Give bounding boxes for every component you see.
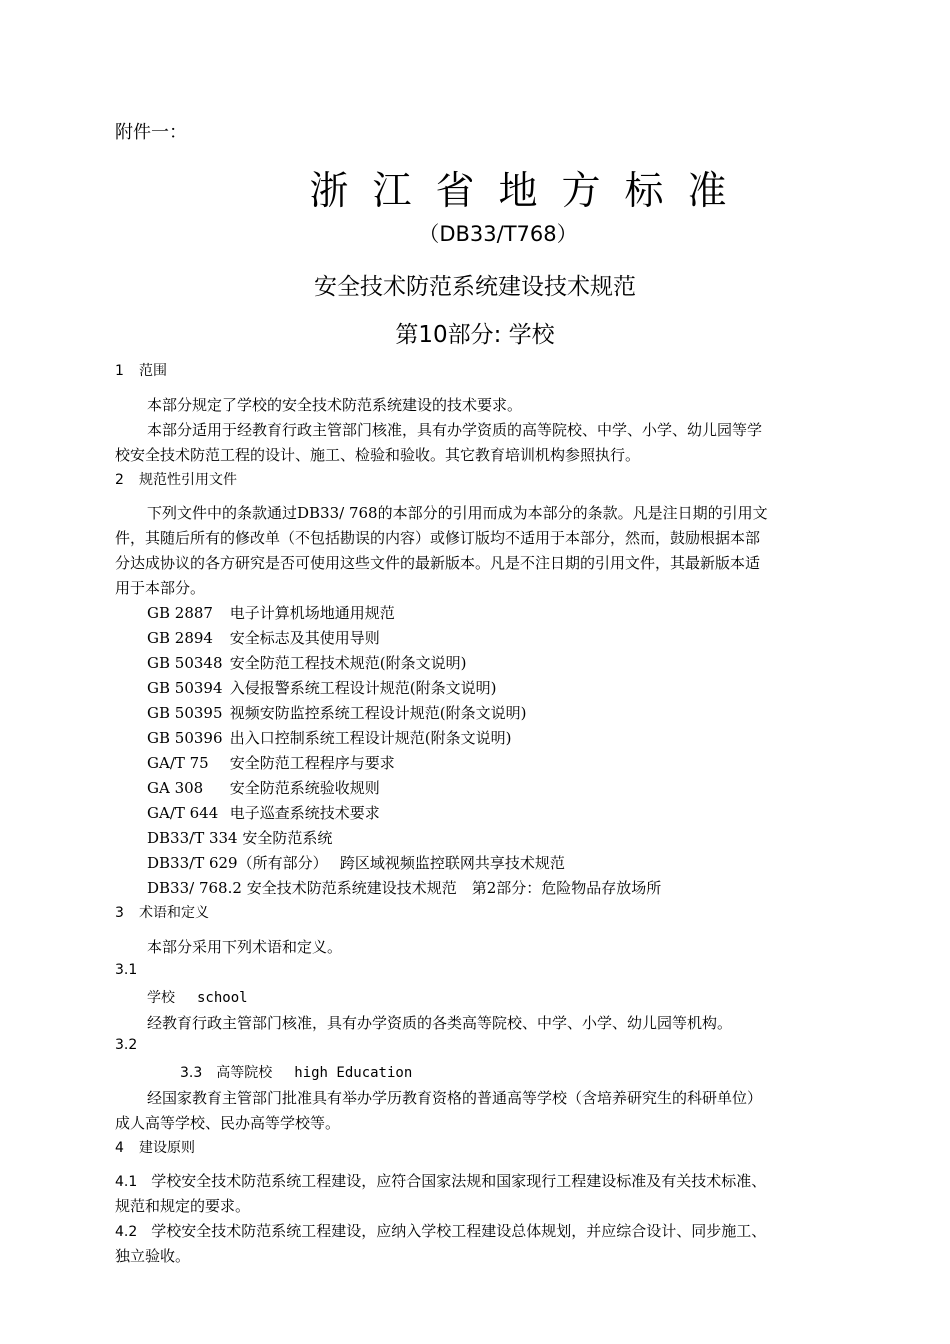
section-1-heading [115, 360, 167, 380]
reference-item [147, 877, 661, 898]
reference-item [147, 827, 332, 848]
standard-code: （DB33/T768） [418, 222, 578, 246]
section-title: 建设原则 [139, 1140, 195, 1156]
reference-title: 出入口控制系统工程设计规范(附条文说明) [229, 729, 512, 747]
document-title: 浙江省地方标准 [309, 169, 751, 214]
reference-code: GB 2887 [147, 604, 213, 622]
reference-item [147, 702, 527, 723]
paragraph: 分达成协议的各方研究是否可使用这些文件的最新版本。凡是不注日期的引用文件，其最新版本适 [115, 554, 761, 572]
clause-text: 学校安全技术防范系统工程建设，应符合国家法规和国家现行工程建设标准及有关技术标准、 [151, 1172, 767, 1190]
section-number: 2 [115, 472, 124, 488]
reference-code: GA/T 644 [147, 804, 219, 822]
reference-item [147, 802, 380, 823]
clause-number: 4.2 [115, 1224, 138, 1240]
clause [115, 1220, 766, 1241]
term-definition: 经教育行政主管部门核准，具有办学资质的各类高等院校、中学、小学、幼儿园等机构。 [147, 1014, 733, 1032]
reference-code: GB 2894 [147, 629, 213, 647]
section-number: 3 [115, 905, 124, 921]
reference-code: GB 50396 [147, 729, 223, 747]
term-number: 3.1 [115, 962, 138, 978]
reference-code: DB33/T 629（所有部分） [147, 854, 321, 872]
reference-item [147, 727, 512, 748]
section-number: 1 [115, 363, 124, 379]
paragraph: 本部分采用下列术语和定义。 [147, 938, 343, 956]
section-3-heading [115, 902, 209, 922]
section-title: 术语和定义 [139, 905, 209, 921]
reference-title: 安全防范工程技术规范(附条文说明) [229, 654, 467, 672]
reference-title: 安全技术防范系统建设技术规范 第2部分：危险物品存放场所 [246, 879, 662, 897]
clause-text: 学校安全技术防范系统工程建设，应纳入学校工程建设总体规划，并应综合设计、同步施工、 [151, 1222, 767, 1240]
reference-title: 安全防范系统 [242, 829, 333, 847]
clause-number: 4.1 [115, 1174, 138, 1190]
reference-code: DB33/T 334 [147, 829, 238, 847]
reference-title: 安全标志及其使用导则 [229, 629, 380, 647]
reference-item [147, 677, 497, 698]
reference-title: 视频安防监控系统工程设计规范(附条文说明) [229, 704, 527, 722]
paragraph: 件，其随后所有的修改单（不包括勘误的内容）或修订版均不适用于本部分，然而，鼓励根据本部 [115, 529, 761, 547]
term-definition: 成人高等学校、民办高等学校等。 [115, 1114, 341, 1132]
paragraph: 用于本部分。 [115, 579, 206, 597]
reference-title: 电子计算机场地通用规范 [229, 604, 395, 622]
paragraph: 下列文件中的条款通过DB33/ 768的本部分的引用而成为本部分的条款。凡是注日期的引用文 [147, 504, 768, 522]
reference-code: GB 50348 [147, 654, 223, 672]
reference-title: 安全防范系统验收规则 [229, 779, 380, 797]
clause-text: 独立验收。 [115, 1247, 191, 1265]
section-title: 范围 [139, 363, 167, 379]
part-title: 第10部分: 学校 [395, 322, 555, 348]
section-title: 规范性引用文件 [139, 472, 237, 488]
reference-item [147, 652, 467, 673]
term-number: 3.3 [180, 1065, 203, 1081]
reference-title: 安全防范工程程序与要求 [229, 754, 395, 772]
reference-item [147, 627, 380, 648]
reference-title: 电子巡查系统技术要求 [229, 804, 380, 822]
term-heading [147, 987, 248, 1007]
term-chinese: 高等院校 [216, 1065, 273, 1081]
paragraph: 本部分适用于经教育行政主管部门核准，具有办学资质的高等院校、中学、小学、幼儿园等学 [147, 421, 763, 439]
reference-item [147, 752, 395, 773]
term-english: high Education [294, 1065, 413, 1081]
reference-title: 入侵报警系统工程设计规范(附条文说明) [229, 679, 497, 697]
reference-code: GA/T 75 [147, 754, 209, 772]
reference-code: GB 50395 [147, 704, 223, 722]
paragraph: 校安全技术防范工程的设计、施工、检验和验收。其它教育培训机构参照执行。 [115, 446, 641, 464]
reference-item [147, 777, 380, 798]
section-number: 4 [115, 1140, 124, 1156]
annex-label: 附件一： [115, 122, 187, 143]
term-number: 3.2 [115, 1037, 138, 1053]
reference-code: GB 50394 [147, 679, 223, 697]
reference-item [147, 602, 395, 623]
term-english: school [197, 990, 248, 1006]
term-heading [180, 1062, 412, 1082]
clause [115, 1170, 766, 1191]
reference-title: 跨区域视频监控联网共享技术规范 [339, 854, 565, 872]
reference-item [147, 852, 565, 873]
term-chinese: 学校 [147, 990, 175, 1006]
section-4-heading [115, 1137, 195, 1157]
clause-text: 规范和规定的要求。 [115, 1197, 251, 1215]
reference-code: GA 308 [147, 779, 204, 797]
section-2-heading [115, 469, 237, 489]
reference-code: DB33/ 768.2 [147, 879, 242, 897]
term-definition: 经国家教育主管部门批准具有举办学历教育资格的普通高等学校（含培养研究生的科研单位） [147, 1089, 763, 1107]
standard-subtitle: 安全技术防范系统建设技术规范 [314, 274, 636, 300]
paragraph: 本部分规定了学校的安全技术防范系统建设的技术要求。 [147, 396, 523, 414]
